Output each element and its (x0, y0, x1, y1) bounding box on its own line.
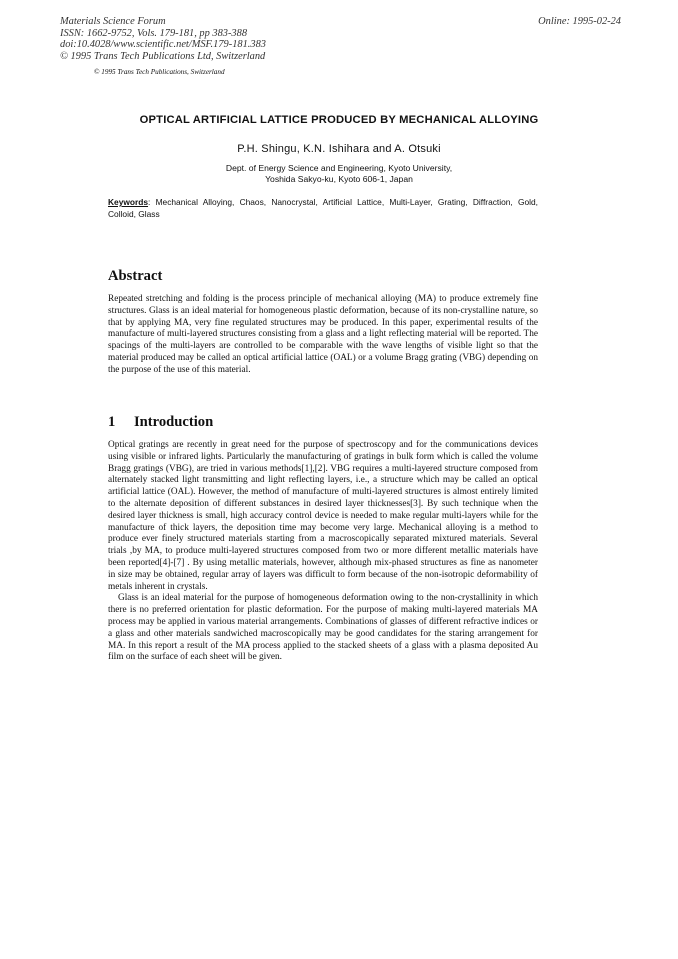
journal-name: Materials Science Forum (60, 16, 166, 27)
doi-line[interactable]: doi:10.4028/www.scientific.net/MSF.179-181.383 (60, 39, 266, 51)
small-copyright: © 1995 Trans Tech Publications, Switzerland (94, 68, 225, 76)
intro-paragraph-1: Optical gratings are recently in great need for the purpose of spectroscopy and for the communications devices using visible or infrared lights. Particularly the manufacturing of gratings in bulk form which is called the volume Bragg gratings (VBG), are tried in various methods[1],[2]. VBG requires a multi-layered structure composed from alternately stacked light transmitting and light reflecting layers, i.e., a structure which may be called an optical artificial lattice (OAL). However, the method of manufacture of multi-layered structures is almost entirely limited to the alternate deposition of different substances in desired layer thicknesses[3]. By such technique when the desired layer thickness is small, high accuracy control device is needed to make regular multi-layers while for the manufacture of thick layers, the deposition time may become very large. Mechanical alloying is a method to produce ever finely structured materials starting from a macroscopically separated mixtured materials. Several trials ,by MA, to produce multi-layered structures composed from two or more different metallic materials have been reported[4]-[7] . By using metallic materials, however, although mix-phased structures as fine as nanometer in size may be obtained, regular array of layers was difficult to form because of the non-isotropic deformability of metals inherent in crystals. (108, 440, 538, 592)
intro-paragraph-2: Glass is an ideal material for the purpose of homogeneous deformation owing to the non-crystallinity in which there is no preferred orientation for plastic deformation. For the purpose of making multi-layered materials MA process may be applied in various material arrangements. Combinations of glasses of different refractive indices or a glass and other materials sandwiched macroscopically may be good candidates for the staring arrangement for MA. In this report a result of the MA process applied to the stacked sheets of a glass with a plasma deposited Au film on the surface of each sheet will be given. (108, 593, 538, 663)
journal-header (60, 16, 266, 62)
online-date: Online: 1995-02-24 (538, 16, 621, 27)
keywords (108, 197, 538, 220)
paper-title: OPTICAL ARTIFICIAL LATTICE PRODUCED BY MECHANICAL ALLOYING (139, 114, 539, 126)
section-title: Introduction (134, 414, 214, 430)
keywords-text: : Mechanical Alloying, Chaos, Nanocrystal, Artificial Lattice, Multi-Layer, Grating, Diffraction, Gold, Colloid, Glass (108, 197, 538, 219)
affiliation (0, 163, 678, 185)
abstract-heading: Abstract (108, 268, 163, 284)
affiliation-line-1: Dept. of Energy Science and Engineering, Kyoto University, (225, 163, 453, 173)
affiliation-line-2: Yoshida Sakyo-ku, Kyoto 606-1, Japan (265, 174, 413, 184)
section-number: 1 (108, 414, 116, 430)
keywords-label: Keywords (108, 197, 149, 207)
introduction-body (108, 440, 538, 664)
introduction-heading (108, 414, 213, 431)
paper-authors: P.H. Shingu, K.N. Ishihara and A. Otsuki (237, 143, 441, 155)
abstract-text: Repeated stretching and folding is the process principle of mechanical alloying (MA) to produce extremely fine structures. Glass is an ideal material for homogeneous plastic deformation, because of its non-crystalline nature, so that by applying MA, very fine regulated structures may be produced. In this paper, experimental results of the manufacture of multi-layered structures consisting from a glass and a light reflecting material will be reported. The spacings of the multi-layers are controlled to be comparable with the wave lengths of visible light so that the material produced may be called an optical artificial lattice (OAL) or a volume Bragg grating (VBG) depending on the purpose of the use of this material. (108, 294, 538, 375)
issn-line: ISSN: 1662-9752, Vols. 179-181, pp 383-388 (60, 27, 248, 39)
copyright-line: © 1995 Trans Tech Publications Ltd, Switzerland (60, 50, 266, 62)
